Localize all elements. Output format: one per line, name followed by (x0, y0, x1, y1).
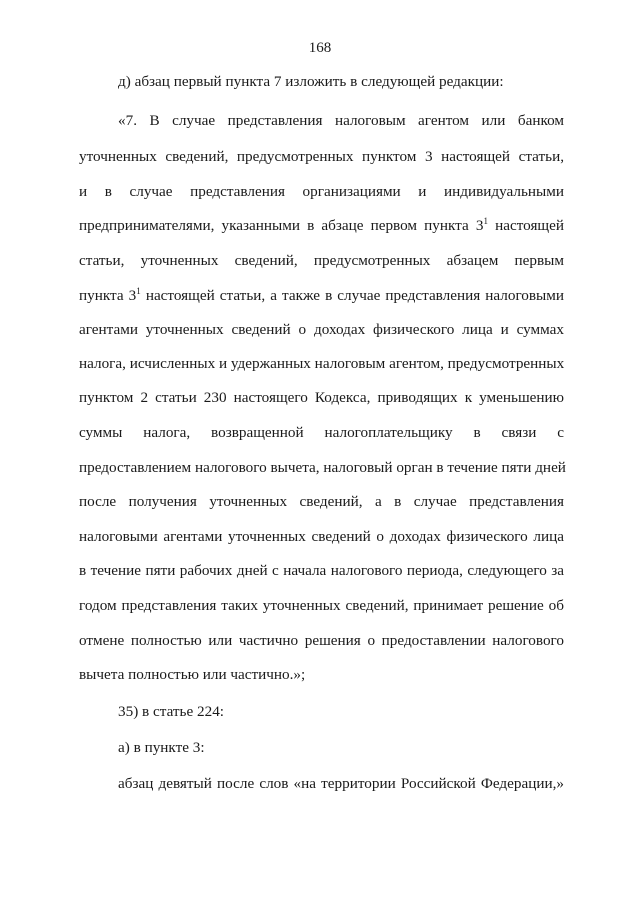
page-number: 168 (308, 40, 332, 56)
superscript: 1 (136, 285, 141, 296)
text-line: после получения уточненных сведений, а в случае представления (79, 493, 564, 510)
text-line: и в случае представления организациями и индивидуальными (79, 183, 564, 200)
text-line (79, 216, 564, 236)
text-line: отмене полностью или частично решения о предоставлении налогового (79, 632, 564, 649)
text-segment: настоящей статьи, а также в случае представления налоговыми (145, 287, 565, 304)
text-line: статьи, уточненных сведений, предусмотренных абзацем первым (79, 252, 564, 269)
text-line: годом представления таких уточненных сведений, принимает решение об (79, 597, 564, 614)
text-line: «7. В случае представления налоговым агентом или банком (118, 112, 564, 129)
text-segment: предпринимателями, указанными в абзаце первом пункта 3 (79, 217, 484, 234)
text-segment: настоящей (495, 217, 564, 234)
text-line: абзац девятый после слов «на территории Российской Федерации,» (118, 775, 564, 792)
text-line: суммы налога, возвращенной налогоплательщику в связи с (79, 424, 564, 441)
text-line: налоговыми агентами уточненных сведений о доходах физического лица (79, 528, 564, 545)
text-line: налога, исчисленных и удержанных налоговым агентом, предусмотренных (79, 355, 565, 372)
text-line: а) в пункте 3: (118, 739, 205, 756)
text-line: предоставлением налогового вычета, налоговый орган в течение пяти дней (79, 459, 566, 476)
text-line (79, 286, 564, 306)
text-line: вычета полностью или частично.»; (79, 666, 306, 683)
text-line: 35) в статье 224: (118, 703, 225, 720)
text-segment: пункта 3 (79, 287, 137, 304)
text-line: пунктом 2 статьи 230 настоящего Кодекса, приводящих к уменьшению (79, 389, 564, 406)
text-line: агентами уточненных сведений о доходах физического лица и суммах (79, 321, 564, 338)
text-line: уточненных сведений, предусмотренных пунктом 3 настоящей статьи, (79, 148, 564, 165)
text-line: в течение пяти рабочих дней с начала налогового периода, следующего за (79, 562, 564, 579)
superscript: 1 (483, 215, 488, 226)
text-line: д) абзац первый пункта 7 изложить в следующей редакции: (118, 73, 504, 90)
